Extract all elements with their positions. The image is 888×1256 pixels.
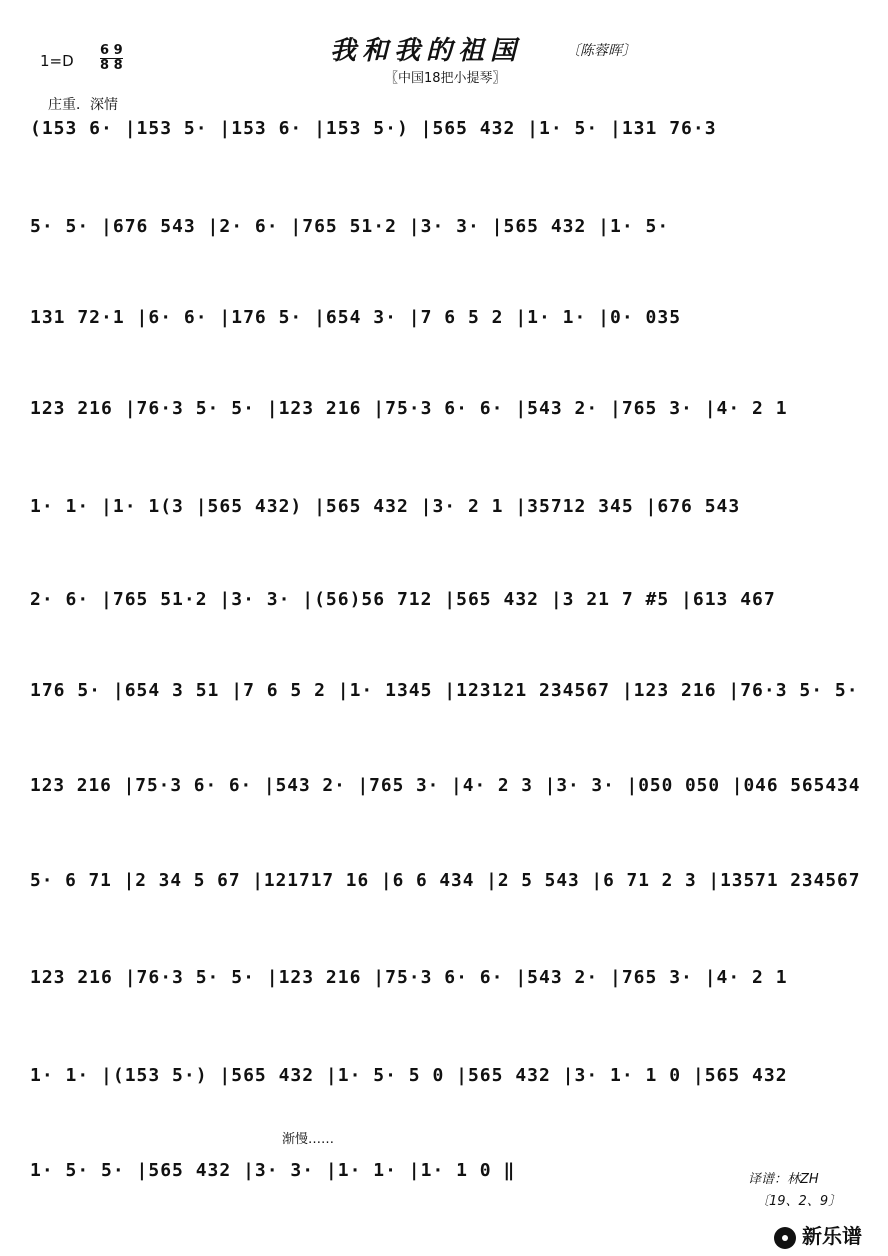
transcriber-credit: 译谱：林ZH [748,1172,819,1187]
score-row-notes: 123 216 |76·3 5· 5· |123 216 |75·3 6· 6· |543 2· |765 3· |4· 2 1 [30,967,788,988]
key-signature: 1=D [40,52,74,70]
score-row-12 [30,1160,870,1200]
time-numerator: 6 9 [100,43,123,58]
score-row-notes: 5· 6 71 |2 34 5 67 |121717 16 |6 6 434 |2 5 543 |6 71 2 3 |13571 234567 [30,870,861,891]
time-denominator: 8 8 [100,58,123,73]
score-row-9 [30,870,870,910]
score-title: 我和我的祖国 [330,36,523,66]
score-row-7 [30,680,870,720]
score-subtitle: 〖中国18把小提琴〗 [385,71,506,86]
score-row-2 [30,216,870,256]
score-row-notes: 123 216 |76·3 5· 5· |123 216 |75·3 6· 6· |543 2· |765 3· |4· 2 1 [30,398,788,419]
score-row-notes: 1· 1· |1· 1(3 |565 432) |565 432 |3· 2 1 |35712 345 |676 543 [30,496,741,517]
record-disc-icon [774,1227,796,1249]
score-row-6 [30,589,870,629]
composer-label: 〔陈蓉晖〕 [566,43,636,59]
score-row-5 [30,496,870,536]
transcription-date: 〔19、2、9〕 [756,1194,842,1209]
expression-marking: 庄重．深情 [48,97,118,113]
score-row-1 [30,118,870,158]
score-row-notes: 123 216 |75·3 6· 6· |543 2· |765 3· |4· 2 3 |3· 3· |050 050 |046 565434 [30,775,861,796]
time-signature [98,44,125,73]
site-logo-text: 新乐谱 [802,1224,862,1248]
score-row-4 [30,398,870,438]
site-logo [774,1220,862,1249]
score-row-notes: 1· 1· |(153 5·) |565 432 |1· 5· 5 0 |565 432 |3· 1· 1 0 |565 432 [30,1065,788,1086]
score-row-11 [30,1065,870,1105]
tempo-change-marking: 渐慢…… [282,1132,335,1147]
score-row-notes: 5· 5· |676 543 |2· 6· |765 51·2 |3· 3· |565 432 |1· 5· [30,216,670,237]
score-row-notes: 2· 6· |765 51·2 |3· 3· |(56)56 712 |565 432 |3 21 7 #5 |613 467 [30,589,776,610]
score-row-notes: 1· 5· 5· |565 432 |3· 3· |1· 1· |1· 1 0 ‖ [30,1160,516,1181]
score-row-8 [30,775,870,815]
score-row-notes: (153 6· |153 5· |153 6· |153 5·) |565 432 |1· 5· |131 76·3 [30,118,717,139]
score-row-notes: 176 5· |654 3 51 |7 6 5 2 |1· 1345 |123121 234567 |123 216 |76·3 5· 5· [30,680,859,701]
score-row-10 [30,967,870,1007]
score-row-notes: 131 72·1 |6· 6· |176 5· |654 3· |7 6 5 2 |1· 1· |0· 035 [30,307,682,328]
score-row-3 [30,307,870,347]
